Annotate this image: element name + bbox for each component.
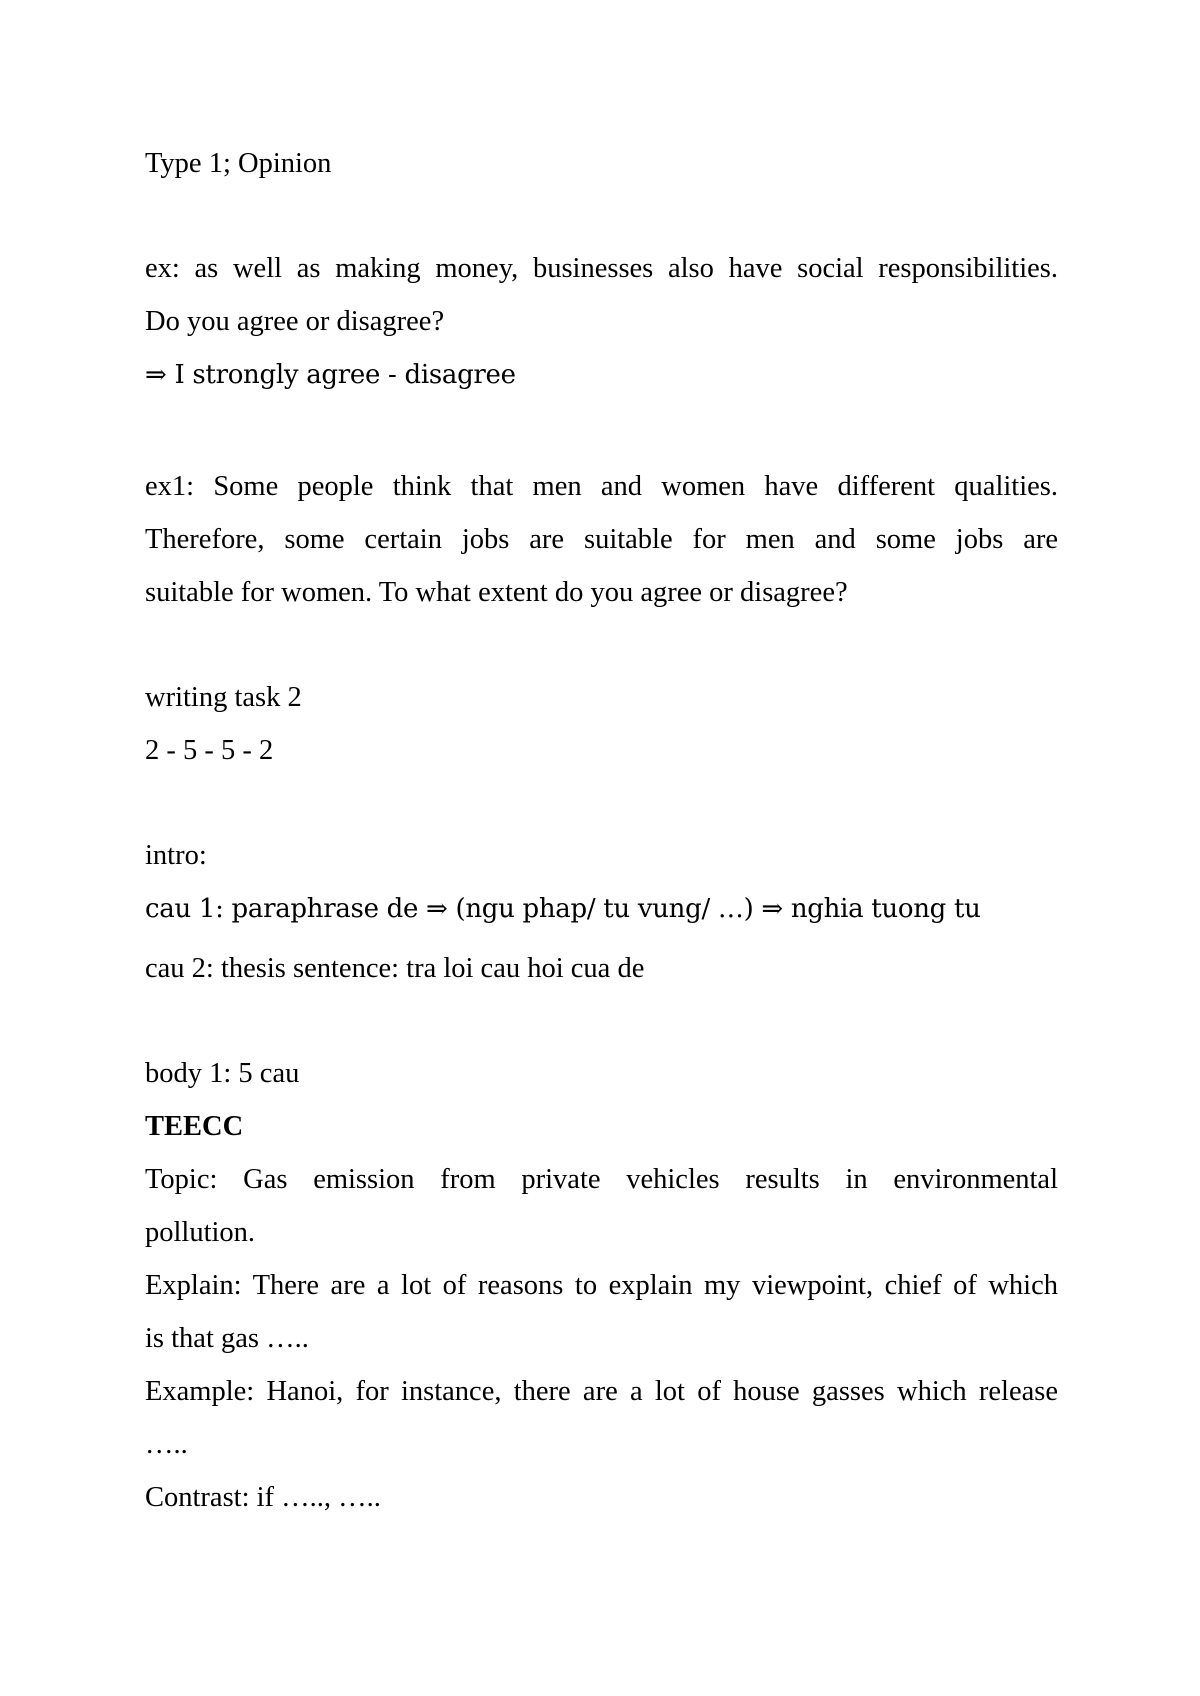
example-question-line-1: ex: as well as making money, businesses also have social responsibilities. [145, 253, 1058, 284]
example-question-line-2: Do you agree or disagree? [145, 306, 445, 337]
intro-sentence-1: cau 1: paraphrase de ⇒ (ngu phap/ tu vung/ …) ⇒ nghia tuong tu [145, 894, 981, 924]
example-line-2: ….. [145, 1429, 188, 1460]
task-heading: writing task 2 [145, 682, 302, 713]
body1-label: body 1: 5 cau [145, 1058, 300, 1089]
example-answer-line: ⇒ I strongly agree - disagree [145, 360, 516, 390]
explain-line-1: Explain: There are a lot of reasons to explain my viewpoint, chief of which [145, 1270, 1058, 1301]
intro-label: intro: [145, 840, 207, 871]
example-line-1: Example: Hanoi, for instance, there are a lot of house gasses which release [145, 1376, 1058, 1407]
type-heading: Type 1; Opinion [145, 148, 332, 179]
explain-line-2: is that gas ….. [145, 1323, 309, 1354]
example1-line-3: suitable for women. To what extent do you agree or disagree? [145, 577, 848, 608]
example1-line-1: ex1: Some people think that men and women have different qualities. [145, 471, 1058, 502]
example1-line-2: Therefore, some certain jobs are suitable for men and some jobs are [145, 524, 1058, 555]
teecc-heading: TEECC [145, 1111, 244, 1142]
topic-line-2: pollution. [145, 1217, 256, 1248]
intro-sentence-2: cau 2: thesis sentence: tra loi cau hoi cua de [145, 953, 645, 984]
contrast-line: Contrast: if ….., ….. [145, 1482, 381, 1513]
paragraph-structure: 2 - 5 - 5 - 2 [145, 735, 274, 766]
topic-line-1: Topic: Gas emission from private vehicles results in environmental [145, 1164, 1058, 1195]
